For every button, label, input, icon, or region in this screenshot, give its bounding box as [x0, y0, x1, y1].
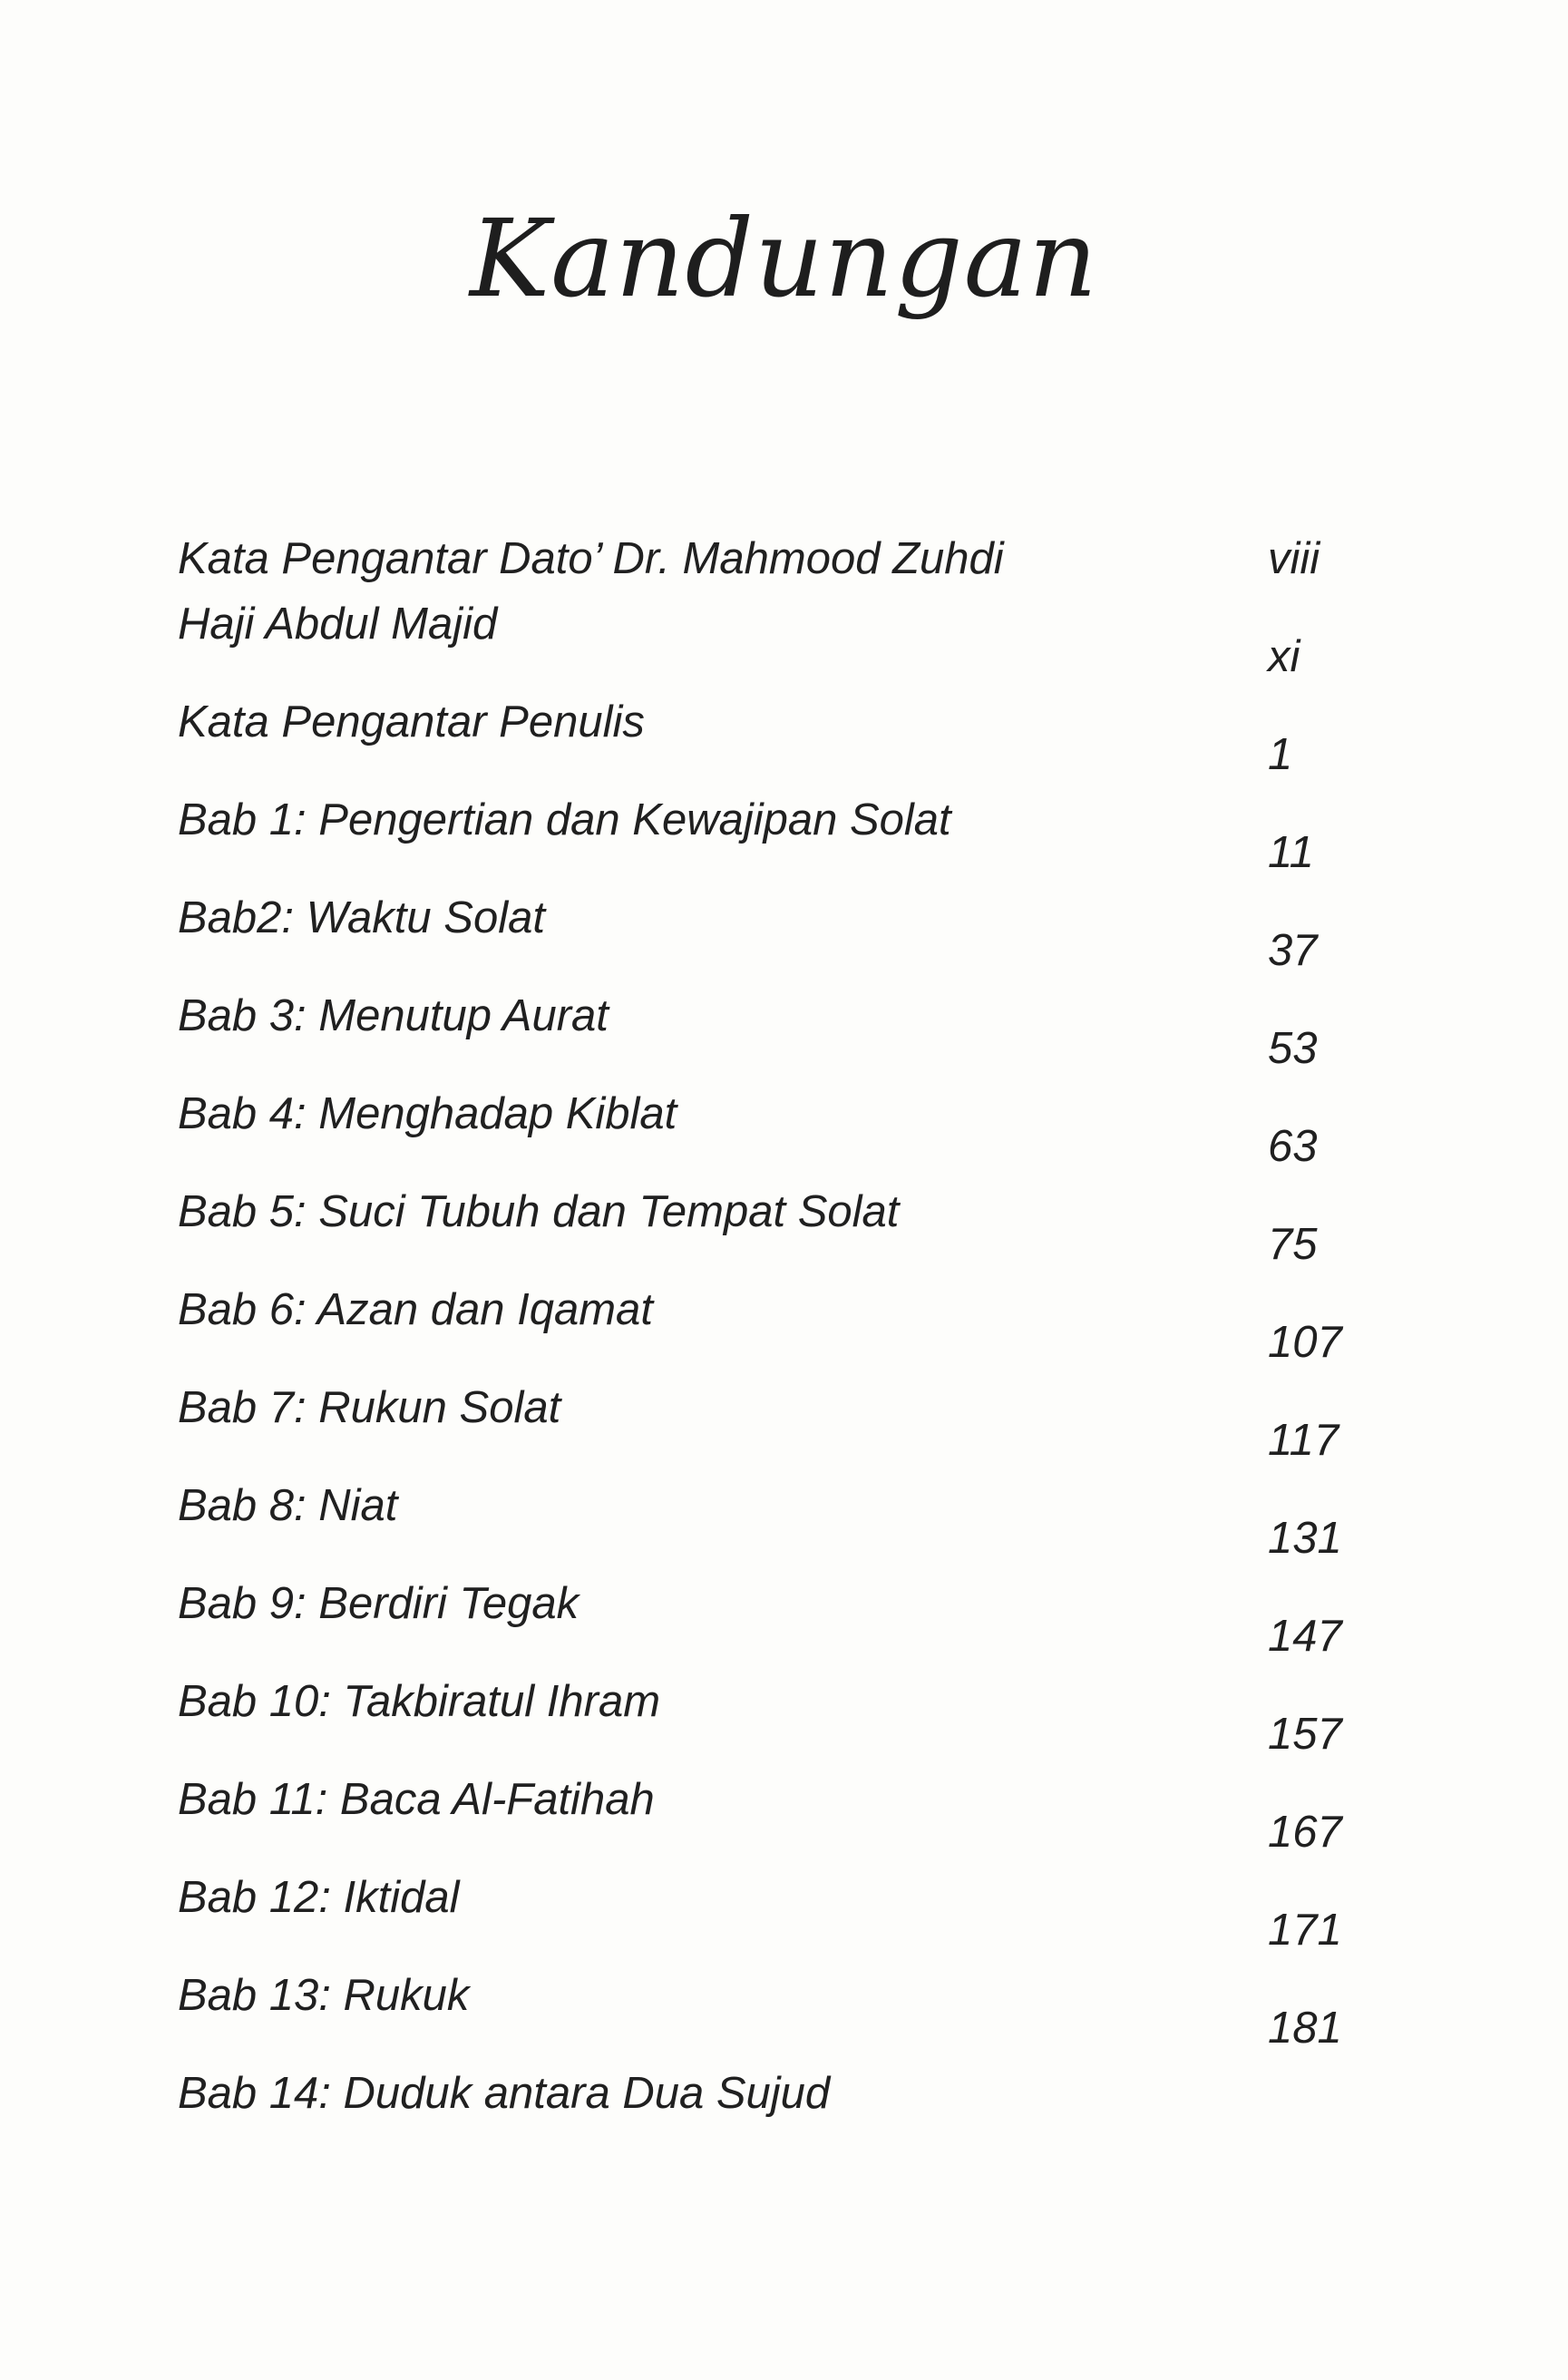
- toc-entry-page-number: 107: [1268, 1318, 1342, 1367]
- toc-entry-label: Bab 14: Duduk antara Dua Sujud: [178, 2069, 831, 2118]
- toc-entry-page-number: 157: [1268, 1710, 1342, 1759]
- toc-entry-page-number: 167: [1268, 1808, 1342, 1857]
- toc-entry-label: Bab2: Waktu Solat: [178, 893, 545, 942]
- toc-entry-page-number: xi: [1268, 632, 1300, 681]
- toc-entry-label: Bab 9: Berdiri Tegak: [178, 1579, 579, 1628]
- page-title: Kandungan: [470, 196, 1098, 321]
- toc-entry-page-number: 1: [1268, 730, 1293, 779]
- toc-entry-page-number: 131: [1268, 1514, 1342, 1563]
- toc-entry-label-line: Haji Abdul Majid: [178, 600, 498, 649]
- toc-entry-label: Bab 11: Baca Al-Fatihah: [178, 1775, 655, 1824]
- toc-entry-label: Bab 1: Pengertian dan Kewajipan Solat: [178, 795, 951, 844]
- toc-entry-label: Bab 8: Niat: [178, 1481, 398, 1530]
- toc-entry-label: [178, 526, 1004, 657]
- toc-entry-page-number: 53: [1268, 1024, 1318, 1073]
- toc-entry-label: Bab 13: Rukuk: [178, 1971, 470, 2020]
- toc-entry-page-number: 171: [1268, 1906, 1342, 1955]
- toc-entry-label-line: Kata Pengantar Dato’ Dr. Mahmood Zuhdi: [178, 534, 1004, 583]
- toc-entry-label: Bab 4: Menghadap Kiblat: [178, 1089, 677, 1138]
- toc-entry-label: Kata Pengantar Penulis: [178, 697, 645, 746]
- toc-entry-page-number: 37: [1268, 926, 1318, 975]
- toc-entry-label: Bab 12: Iktidal: [178, 1873, 460, 1922]
- toc-entry-page-number: 181: [1268, 2004, 1342, 2053]
- toc-entry-page-number: 75: [1268, 1220, 1318, 1269]
- toc-entry-page-number: 117: [1268, 1416, 1339, 1465]
- toc-entry-page-number: 63: [1268, 1122, 1318, 1171]
- toc-entry-page-number: 11: [1268, 828, 1314, 877]
- toc-entry-page-number: 147: [1268, 1612, 1342, 1661]
- toc-entry-label: Bab 5: Suci Tubuh dan Tempat Solat: [178, 1187, 900, 1236]
- toc-entry-label: Bab 3: Menutup Aurat: [178, 991, 609, 1040]
- toc-entry-label: Bab 7: Rukun Solat: [178, 1383, 561, 1432]
- toc-entry-label: Bab 6: Azan dan Iqamat: [178, 1285, 653, 1334]
- toc-entry-page-number: viii: [1268, 534, 1320, 583]
- toc-entry-label: Bab 10: Takbiratul Ihram: [178, 1677, 661, 1726]
